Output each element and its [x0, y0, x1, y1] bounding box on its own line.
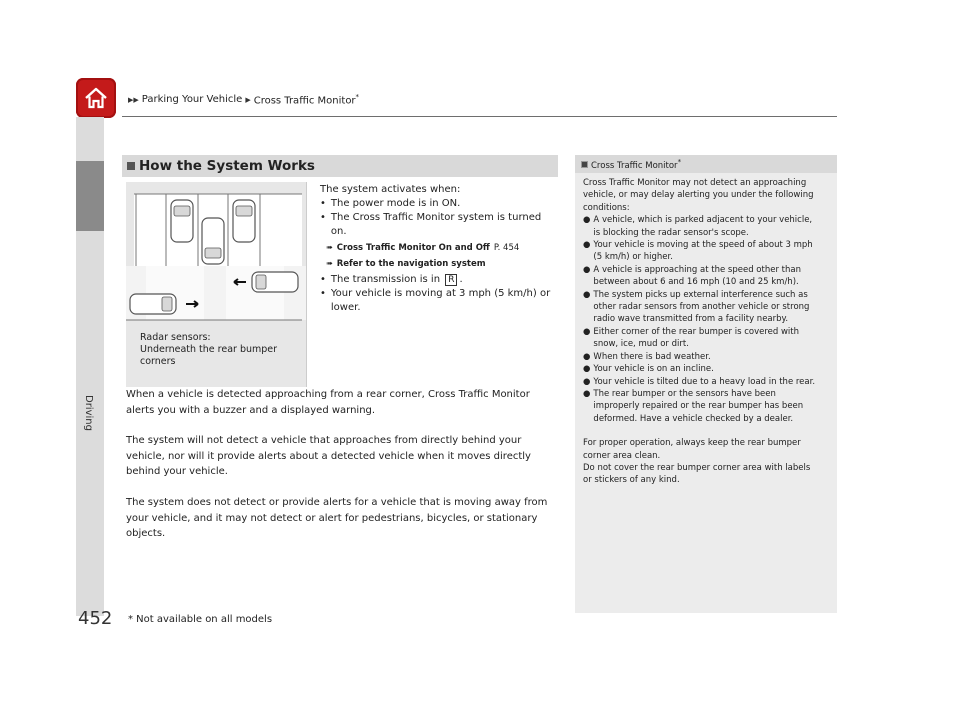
note-list-item: ● When there is bad weather. [583, 351, 711, 362]
home-icon [83, 86, 109, 110]
note-header [575, 155, 837, 173]
xref-arrow-icon: ➠ [326, 259, 333, 268]
body-paragraph: The system will not detect a vehicle that approaches from directly behind your vehicle, nor will it provide alerts about a detected vehicle when it moves directly behind your vehicle. [126, 435, 531, 477]
bullet-icon: ● [583, 264, 591, 275]
breadcrumb-item-cross-traffic[interactable]: Cross Traffic Monitor* [253, 93, 360, 107]
xref-link-on-off[interactable]: ➠ Cross Traffic Monitor On and Off P. 454 [326, 243, 520, 253]
list-item: • The transmission is in R . [320, 274, 463, 285]
bullet-icon: ● [583, 215, 591, 226]
breadcrumb-item-parking[interactable]: Parking Your Vehicle [141, 94, 243, 106]
note-square-icon [581, 161, 588, 168]
breadcrumb-arrow-icon: ▶ [245, 95, 251, 104]
bullet-icon: ● [583, 376, 591, 387]
note-list [583, 214, 829, 425]
list-item: • The Cross Traffic Monitor system is turned on. [320, 212, 542, 237]
header-rule [122, 116, 837, 117]
note-body: Cross Traffic Monitor may not detect an approaching vehicle, or may delay alerting you under the following conditions: ● A vehicle, which is parked adjacent to your vehicle, is blocking the radar sensor's scope. ● Your vehicle is moving at the speed of about 3 mph (5 km/h) or higher. ● A vehicle is approaching at the speed other than between about 6 and 16 mph (10 and 25 km/h). ● The system picks up external interference such as other radar sensors from another vehicle or strong radio wave transmitted from a facility nearby. ● Either corner of the rear bumper is covered with snow, ice, mud or dirt. ● When there is bad weather. ● Your vehicle is on an incline. ● Your vehicle is tilted due to a heavy load in the rear. ● The rear bumper or the sensors have been improperly repaired or the rear bumper has been deformed. Have a vehicle checked by a dealer. For proper operation, always keep the rear bumper corner area clean. Do not cover the rear bumper corner area with labels or stickers of any kind. [575, 173, 837, 487]
bullet-icon: ● [583, 240, 591, 251]
footnote: * Not available on all models [128, 614, 273, 625]
note-list-item: ● The system picks up external interference such as other radar sensors from another vehicle or strong radio wave transmitted from a facility nearby. [583, 289, 810, 325]
section-title: How the System Works [139, 158, 315, 174]
breadcrumb-arrow-icon: ▶▶ [128, 95, 139, 104]
body-paragraph: When a vehicle is detected approaching from a rear corner, Cross Traffic Monitor alerts you with a buzzer and a displayed warning. [126, 389, 530, 416]
section-header [122, 155, 558, 177]
note-title: Cross Traffic Monitor* [591, 157, 682, 171]
gear-r-icon: R [445, 274, 457, 286]
bullet-icon: ● [583, 351, 591, 362]
note-list-item: ● Your vehicle is tilted due to a heavy load in the rear. [583, 376, 816, 387]
activation-conditions [320, 183, 560, 315]
activation-intro: The system activates when: [320, 184, 461, 195]
body-paragraph: The system does not detect or provide alerts for a vehicle that is moving away from your vehicle, and it may not detect or alert for pedestrians, bicycles, or stationary objects. [126, 497, 548, 539]
home-button[interactable] [76, 78, 116, 118]
bullet-icon: ● [583, 388, 591, 399]
side-tab-top [76, 117, 104, 161]
side-tab-active[interactable] [76, 161, 104, 231]
xref-link-navigation[interactable]: ➠ Refer to the navigation system [326, 259, 486, 269]
note-list-item: ● Your vehicle is on an incline. [583, 364, 714, 375]
note-list-item: ● The rear bumper or the sensors have been improperly repaired or the rear bumper has been deformed. Have a vehicle checked by a dealer. [583, 388, 804, 424]
xref-arrow-icon: ➠ [326, 243, 333, 252]
note-list-item: ● Either corner of the rear bumper is covered with snow, ice, mud or dirt. [583, 326, 799, 350]
list-item: • The power mode is in ON. [320, 198, 461, 209]
note-list-item: ● A vehicle, which is parked adjacent to your vehicle, is blocking the radar sensor's scope. [583, 215, 813, 238]
page-number: 452 [78, 608, 113, 629]
section-square-icon [127, 162, 135, 170]
note-panel [575, 155, 837, 613]
figure-caption: Radar sensors: Underneath the rear bumper corners [140, 332, 278, 367]
note-list-item: ● A vehicle is approaching at the speed other than between about 6 and 16 mph (10 and 25 km/h). [583, 264, 801, 288]
note-list-item: ● Your vehicle is moving at the speed of about 3 mph (5 km/h) or higher. [583, 240, 813, 263]
breadcrumb [128, 93, 359, 106]
bullet-icon: ● [583, 326, 591, 337]
bullet-icon: ● [583, 289, 591, 300]
bullet-icon: ● [583, 364, 591, 375]
side-tab-label: Driving [83, 395, 94, 431]
list-item: • Your vehicle is moving at 3 mph (5 km/h) or lower. [320, 288, 551, 313]
